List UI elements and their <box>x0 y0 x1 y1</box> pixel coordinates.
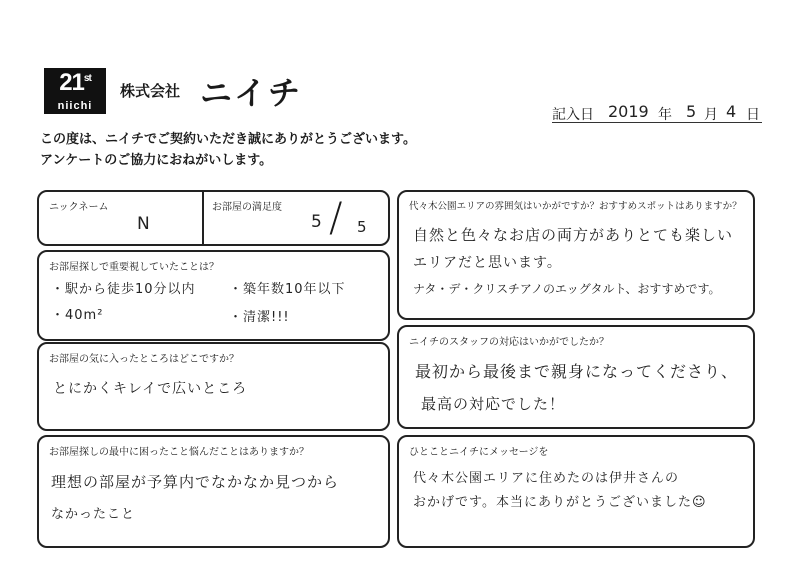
nickname-value: N <box>137 214 151 234</box>
staff-question: ニイチのスタッフの対応はいかがでしたか？ <box>409 337 609 348</box>
logo-suffix: st <box>83 73 91 84</box>
staff-box <box>397 325 755 429</box>
area-box <box>397 190 755 320</box>
liked-answer: とにかくキレイで広いところ <box>53 381 248 397</box>
troubles-answer-line-2: なかったこと <box>51 507 136 522</box>
priority-item: ・清潔!!! <box>229 310 290 325</box>
date-day: 4 <box>726 102 737 121</box>
logo-number: 21st <box>59 69 91 96</box>
message-box <box>397 435 755 548</box>
satisfaction-slash: / <box>329 195 344 241</box>
satisfaction-score: 5 <box>311 212 323 232</box>
message-answer-line-1: 代々木公園エリアに住めたのは伊井さんの <box>413 471 680 486</box>
area-question: 代々木公園エリアの雰囲気はいかがですか？おすすめスポットはありますか？ <box>409 201 742 212</box>
date-day-unit: 日 <box>746 107 760 123</box>
troubles-answer-line-1: 理想の部屋が予算内でなかなか見つから <box>51 473 340 491</box>
company-logo <box>44 68 106 114</box>
troubles-question: お部屋探しの最中に困ったこと悩んだことはありますか？ <box>49 447 309 458</box>
date-year-unit: 年 <box>658 107 672 123</box>
message-answer-line-2: おかげです。本当にありがとうございました☺ <box>413 495 707 510</box>
priority-item: ・駅から徒歩10分以内 <box>51 282 196 297</box>
satisfaction-max: 5 <box>357 218 368 236</box>
priority-item: ・築年数10年以下 <box>229 282 346 297</box>
area-answer-line-2: エリアだと思います。 <box>413 255 562 271</box>
company-name: ニイチ <box>200 74 303 112</box>
intro-line-2: アンケートのご協力におねがいします。 <box>40 153 273 168</box>
date-label: 記入日 <box>552 107 594 123</box>
intro-line-1: この度は、ニイチでご契約いただき誠にありがとうございます。 <box>40 132 416 147</box>
area-answer-line-1: 自然と色々なお店の両方がありとても楽しい <box>413 226 734 244</box>
company-prefix: 株式会社 <box>120 82 181 100</box>
box-divider <box>202 192 204 244</box>
area-answer-line-3: ナタ・デ・クリスチアノのエッグタルト、おすすめです。 <box>413 282 721 296</box>
troubles-box <box>37 435 390 548</box>
priorities-question: お部屋探しで重要視していたことは？ <box>49 262 219 273</box>
date-underline <box>552 122 762 123</box>
message-question: ひとことニイチにメッセージを <box>409 447 549 458</box>
date-month: 5 <box>686 102 697 121</box>
satisfaction-label: お部屋の満足度 <box>212 202 282 213</box>
staff-answer-line-1: 最初から最後まで親身になってくださり、 <box>415 362 739 381</box>
liked-box <box>37 342 390 431</box>
liked-question: お部屋の気に入ったところはどこですか？ <box>49 354 239 365</box>
priority-item: ・40m² <box>51 308 104 323</box>
date-month-unit: 月 <box>704 107 718 123</box>
priorities-box <box>37 250 390 341</box>
staff-answer-line-2: 最高の対応でした！ <box>421 395 566 413</box>
date-year: 2019 <box>608 102 649 121</box>
nickname-satisfaction-box <box>37 190 390 246</box>
logo-name: niichi <box>57 100 93 112</box>
nickname-label: ニックネーム <box>49 202 109 213</box>
